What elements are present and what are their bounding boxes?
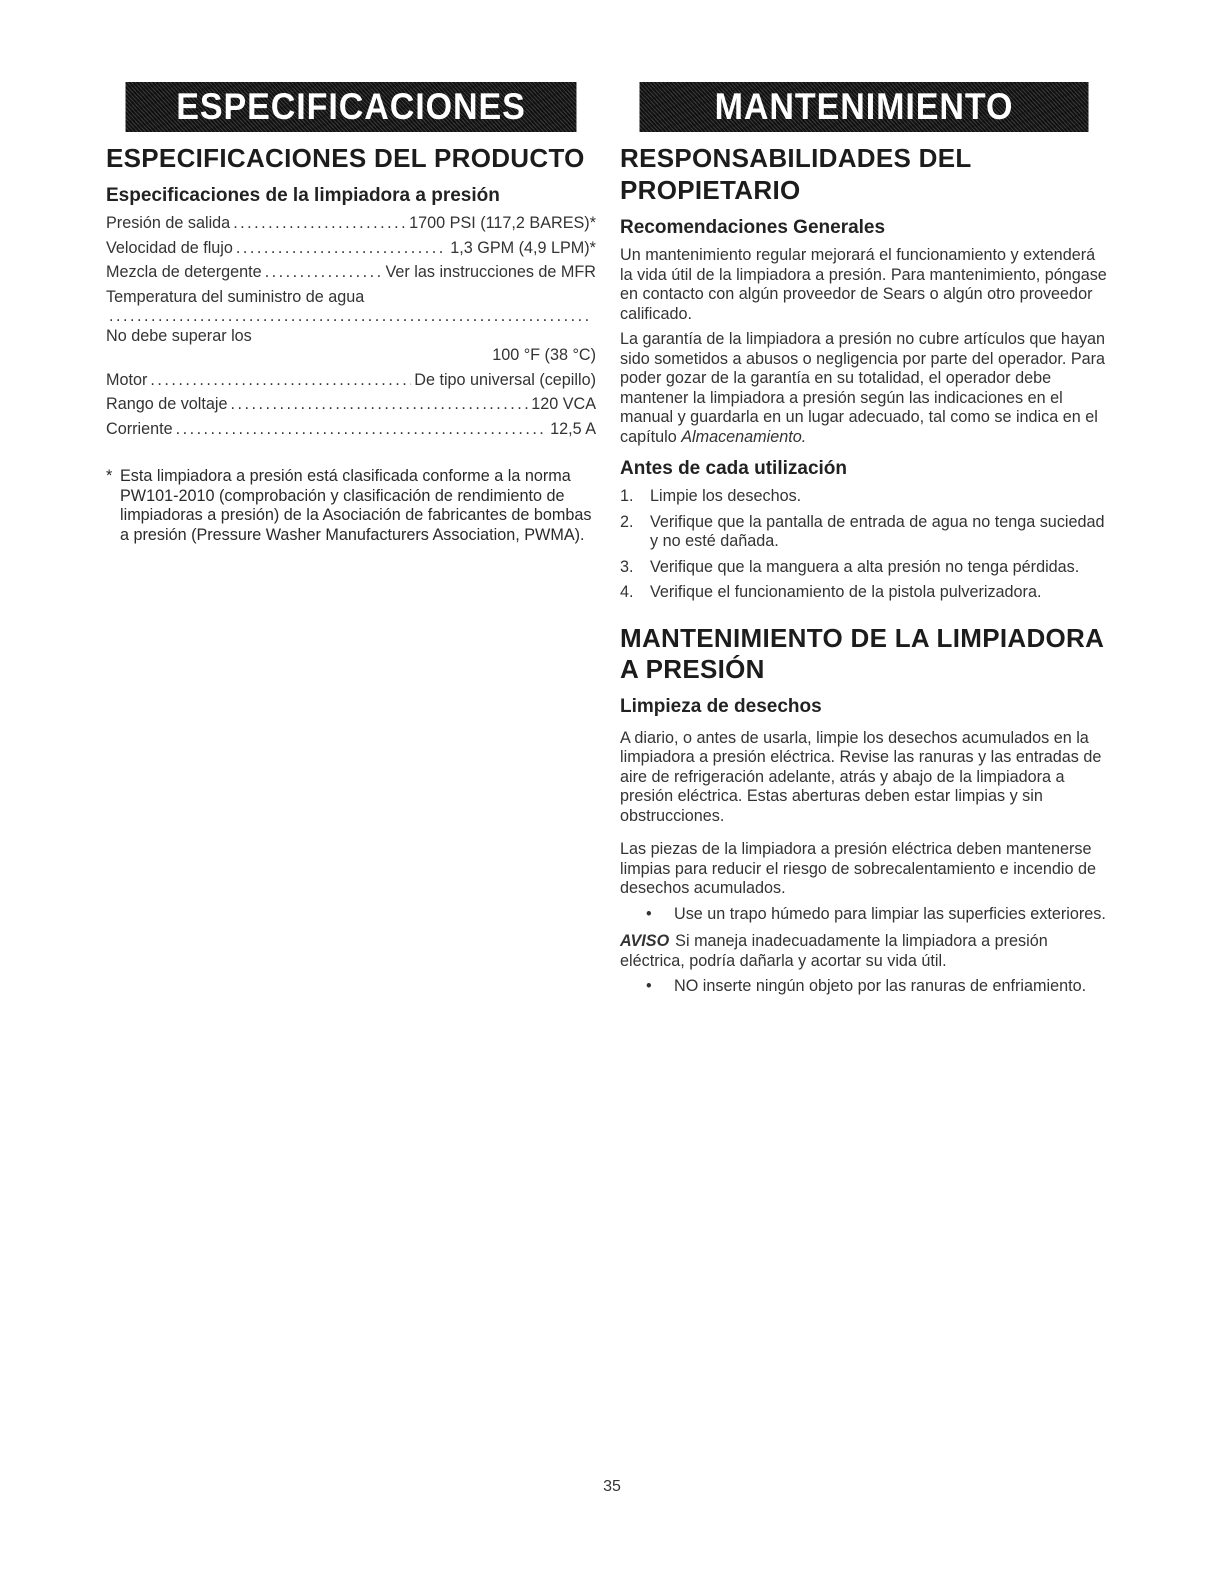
general-recommendations-title: Recomendaciones Generales — [620, 217, 886, 238]
dot-leader — [236, 239, 447, 259]
specifications-column — [106, 82, 596, 545]
before-each-use-title: Antes de cada utilización — [620, 458, 847, 479]
bullet-icon: • — [646, 977, 652, 995]
step-text: Verifique el funcionamiento de la pistola pulverizadora. — [650, 583, 1042, 601]
cleaning-bullets — [620, 905, 1108, 925]
footnote-text: Esta limpiadora a presión está clasificada conforme a la norma PW101-2010 (comprobación y clasificación de rendimiento de limpiadoras a presión) de la Asociación de fabricantes de bombas a presión (Pressure Washer Manufacturers Association, PWMA). — [120, 467, 592, 544]
bullet-icon: • — [646, 904, 652, 923]
spec-value: 12,5 A — [550, 419, 596, 438]
spec-row-flow-rate — [106, 239, 596, 259]
list-item — [620, 558, 1108, 578]
maintenance-banner — [640, 82, 1089, 132]
storage-chapter-reference: Almacenamiento. — [681, 427, 807, 446]
step-number: 1. — [620, 487, 634, 505]
rating-footnote — [106, 467, 596, 545]
spec-label: Rango de voltaje — [106, 395, 228, 413]
step-text: Verifique que la manguera a alta presión no tenga pérdidas. — [650, 557, 1080, 576]
product-specifications-title: ESPECIFICACIONES DEL PRODUCTO — [106, 143, 585, 173]
step-text: Limpie los desechos. — [650, 487, 802, 505]
warranty-text: La garantía de la limpiadora a presión no cubre artículos que hayan sido sometidos a abusos o negligencia por parte del operador. Para poder gozar de la garantía en su totalidad, el operador debe mantener la limpiadora a presión según las indicaciones en el manual y guardarla en un lugar adecuado, tal como se indica en el capítulo — [620, 330, 1106, 446]
list-item — [620, 905, 1108, 925]
list-item — [620, 487, 1108, 507]
specifications-banner-text: ESPECIFICACIONES — [176, 86, 526, 127]
spec-value: 1,3 GPM (4,9 LPM)* — [450, 238, 596, 257]
spec-row-current — [106, 420, 596, 440]
specifications-banner — [126, 82, 577, 132]
spec-label: Presión de salida — [106, 214, 231, 232]
aviso-label: AVISO — [620, 932, 670, 950]
dot-leader — [265, 263, 383, 283]
general-recommendations-paragraph: Un mantenimiento regular mejorará el funcionamiento y extenderá la vida útil de la limpiadora a presión. Para mantenimiento, póngase en contacto con algún proveedor de Sears o algún otro proveedor calificado. — [620, 246, 1107, 323]
maintenance-column — [620, 82, 1108, 1005]
step-number: 2. — [620, 512, 634, 531]
owner-responsibilities-title: RESPONSABILIDADES DEL PROPIETARIO — [620, 143, 972, 205]
maintenance-banner-text: MANTENIMIENTO — [714, 86, 1014, 127]
spec-row-detergent-mix — [106, 263, 596, 283]
bullet-text: NO inserte ningún objeto por las ranuras de enfriamiento. — [674, 977, 1087, 995]
pressure-washer-maintenance-title: MANTENIMIENTO DE LA LIMPIADORA A PRESIÓN — [620, 622, 1104, 684]
step-text: Verifique que la pantalla de entrada de agua no tenga suciedad y no esté dañada. — [650, 512, 1105, 550]
spec-list — [106, 214, 596, 439]
dot-leader — [109, 307, 593, 327]
pressure-washer-specs-title: Especificaciones de la limpiadora a presión — [106, 185, 500, 206]
dot-leader — [231, 395, 529, 415]
aviso-text: Si maneja inadecuadamente la limpiadora a presión eléctrica, podría dañarla y acortar su vida útil. — [620, 932, 1048, 970]
parts-clean-paragraph: Las piezas de la limpiadora a presión eléctrica deben mantenerse limpias para reducir el riesgo de sobrecalentamiento e incendio de desechos acumulados. — [620, 840, 1097, 897]
aviso-paragraph — [620, 932, 1108, 971]
spec-label: Temperatura del suministro de agua — [106, 287, 365, 306]
debris-cleaning-title: Limpieza de desechos — [620, 695, 822, 717]
spec-value: 120 VCA — [531, 395, 596, 413]
aviso-bullets — [620, 977, 1108, 997]
spec-row-water-temperature — [106, 288, 596, 366]
spec-row-output-pressure — [106, 214, 596, 234]
spec-value-continued: 100 °F (38 °C) — [492, 346, 596, 364]
step-number: 4. — [620, 583, 634, 601]
bullet-text: Use un trapo húmedo para limpiar las superficies exteriores. — [674, 904, 1106, 923]
spec-value: No debe superar los — [106, 326, 252, 345]
dot-leader — [176, 420, 548, 440]
spec-value: De tipo universal (cepillo) — [414, 370, 596, 389]
dot-leader — [233, 214, 406, 234]
dot-leader — [150, 371, 411, 391]
footnote-asterisk: * — [106, 467, 113, 485]
spec-label: Motor — [106, 370, 148, 389]
page-number: 35 — [603, 1478, 621, 1495]
list-item — [620, 513, 1108, 552]
warranty-paragraph — [620, 330, 1108, 447]
spec-value: Ver las instrucciones de MFR — [385, 263, 596, 281]
list-item — [620, 977, 1108, 997]
spec-label: Corriente — [106, 419, 173, 438]
spec-label: Mezcla de detergente — [106, 263, 262, 281]
spec-row-motor — [106, 371, 596, 391]
debris-cleaning-paragraph: A diario, o antes de usarla, limpie los desechos acumulados en la limpiadora a presión eléctrica. Revise las ranuras y las entradas de aire de refrigeración adelante, atrás y abajo de la limpiadora a presión eléctrica. Estas aberturas deben estar limpias y sin obstrucciones. — [620, 728, 1102, 825]
step-number: 3. — [620, 557, 634, 576]
before-use-steps — [620, 487, 1108, 603]
spec-value: 1700 PSI (117,2 BARES)* — [409, 214, 596, 232]
spec-label: Velocidad de flujo — [106, 238, 233, 257]
spec-row-voltage-range — [106, 395, 596, 415]
list-item — [620, 583, 1108, 603]
